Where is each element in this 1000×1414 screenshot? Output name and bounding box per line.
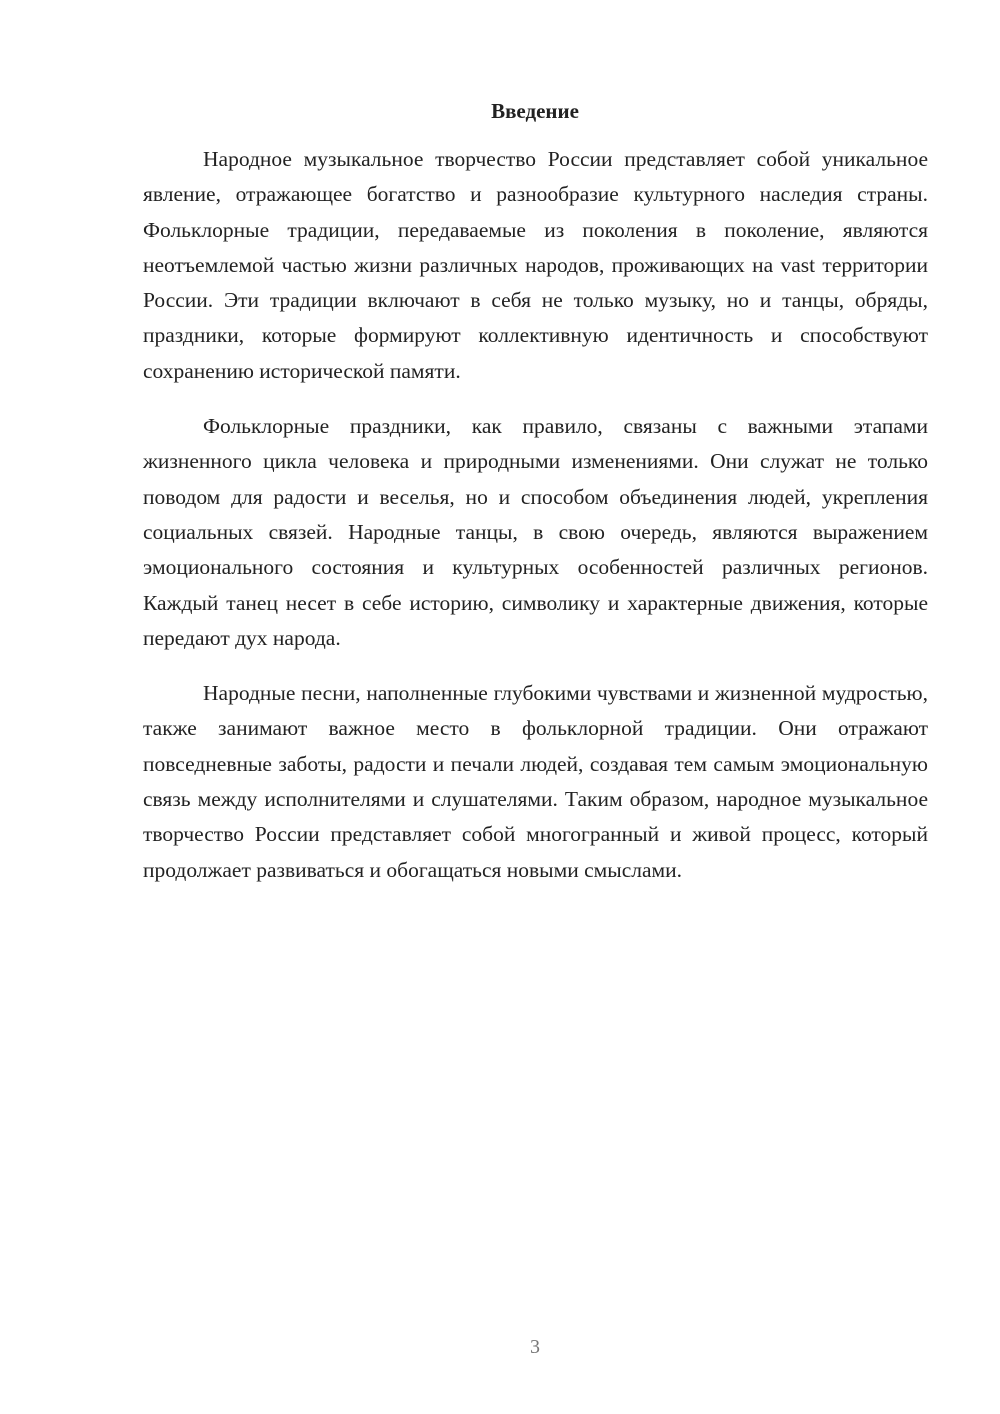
paragraph-2: Фольклорные праздники, как правило, связаны с важными этапами жизненного цикла человека и природными изменениями. Они служат не только поводом для радости и веселья, но и способом объединения людей, укрепления социальных связей. Народные танцы, в свою очередь, являются выражением эмоционального состояния и культурных особенностей различных регионов. Каждый танец несет в себе историю, символику и характерные движения, которые передают дух народа. (143, 414, 928, 650)
paragraph-3: Народные песни, наполненные глубокими чувствами и жизненной мудростью, также занимают важное место в фольклорной традиции. Они отражают повседневные заботы, радости и печали людей, создавая тем самым эмоциональную связь между исполнителями и слушателями. Таким образом, народное музыкальное творчество России представляет собой многогранный и живой процесс, который продолжает развиваться и обогащаться новыми смыслами. (143, 681, 928, 882)
section-heading: Введение (491, 99, 579, 123)
document-body (143, 142, 928, 888)
page-number: 3 (530, 1336, 540, 1358)
paragraph-1: Народное музыкальное творчество России представляет собой уникальное явление, отражающее богатство и разнообразие культурного наследия страны. Фольклорные традиции, передаваемые из поколения в поколение, являются неотъемлемой частью жизни различных народов, проживающих на vast территории России. Эти традиции включают в себя не только музыку, но и танцы, обряды, праздники, которые формируют коллективную идентичность и способствуют сохранению исторической памяти. (143, 147, 928, 383)
